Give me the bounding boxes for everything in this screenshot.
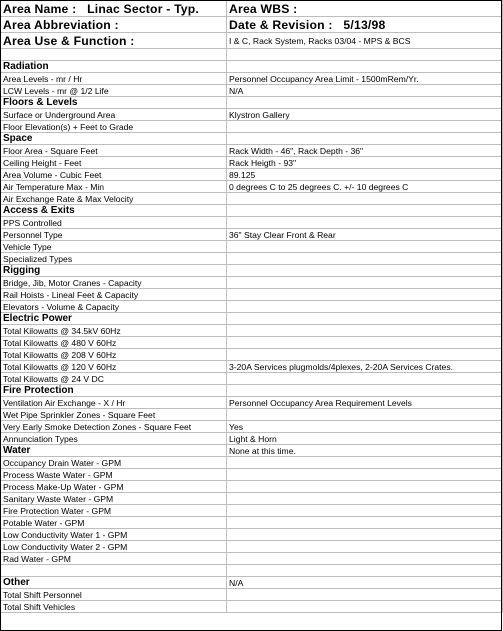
field-row	[1, 457, 503, 469]
field-row	[1, 493, 503, 505]
section-value: None at this time.	[227, 445, 503, 457]
field-row	[1, 73, 503, 85]
section-row	[1, 445, 503, 457]
use-function-value: I & C, Rack System, Racks 03/04 - MPS & BCS	[229, 35, 411, 46]
field-row	[1, 397, 503, 409]
field-label: Air Exchange Rate & Max Velocity	[1, 193, 227, 205]
blank-row	[1, 565, 503, 577]
field-row	[1, 349, 503, 361]
section-row	[1, 61, 503, 73]
field-value: Klystron Gallery	[227, 109, 503, 121]
field-label: Occupancy Drain Water - GPM	[1, 457, 227, 469]
field-value	[227, 193, 503, 205]
field-value: Yes	[227, 421, 503, 433]
field-value	[227, 301, 503, 313]
field-label: Air Temperature Max - Min	[1, 181, 227, 193]
field-label: Specialized Types	[1, 253, 227, 265]
section-heading: Electric Power	[1, 313, 227, 325]
field-value	[227, 457, 503, 469]
field-label: Process Waste Water - GPM	[1, 469, 227, 481]
section-heading: Water	[1, 445, 227, 457]
field-label: LCW Levels - mr @ 1/2 Life	[1, 85, 227, 97]
field-value: Personnel Occupancy Area Limit - 1500mRem/Yr.	[227, 73, 503, 85]
section-heading: Space	[1, 133, 227, 145]
field-row	[1, 433, 503, 445]
field-value: Personnel Occupancy Area Requirement Levels	[227, 397, 503, 409]
field-row	[1, 505, 503, 517]
field-value	[227, 601, 503, 613]
section-row	[1, 133, 503, 145]
section-heading: Rigging	[1, 265, 227, 277]
field-value	[227, 241, 503, 253]
date-value: 5/13/98	[343, 17, 386, 32]
field-label: Floor Elevation(s) + Feet to Grade	[1, 121, 227, 133]
field-label: Area Volume - Cubic Feet	[1, 169, 227, 181]
field-row	[1, 157, 503, 169]
field-row	[1, 325, 503, 337]
field-row	[1, 337, 503, 349]
field-row	[1, 553, 503, 565]
area-wbs-cell	[227, 1, 503, 17]
field-label: Low Conductivity Water 1 - GPM	[1, 529, 227, 541]
date-revision-cell	[227, 17, 503, 33]
section-heading: Fire Protection	[1, 385, 227, 397]
field-label: PPS Controlled	[1, 217, 227, 229]
field-value	[227, 553, 503, 565]
field-label: Annunciation Types	[1, 433, 227, 445]
field-label: Bridge, Jib, Motor Cranes - Capacity	[1, 277, 227, 289]
field-value	[227, 529, 503, 541]
field-row	[1, 289, 503, 301]
field-label: Total Kilowatts @ 34.5kV 60Hz	[1, 325, 227, 337]
area-abbreviation-cell	[1, 17, 227, 33]
field-label: Ventilation Air Exchange - X / Hr	[1, 397, 227, 409]
field-row	[1, 301, 503, 313]
field-value	[227, 541, 503, 553]
field-label: Total Kilowatts @ 480 V 60Hz	[1, 337, 227, 349]
field-label: Ceiling Height - Feet	[1, 157, 227, 169]
field-value: Light & Horn	[227, 433, 503, 445]
field-value	[227, 517, 503, 529]
blank-row	[1, 49, 503, 61]
field-label: Elevators - Volume & Capacity	[1, 301, 227, 313]
field-value	[227, 505, 503, 517]
field-value	[227, 277, 503, 289]
field-label: Total Shift Personnel	[1, 589, 227, 601]
field-row	[1, 109, 503, 121]
field-row	[1, 517, 503, 529]
field-value	[227, 337, 503, 349]
field-value	[227, 469, 503, 481]
field-row	[1, 529, 503, 541]
section-heading: Other	[1, 577, 227, 589]
field-label: Fire Protection Water - GPM	[1, 505, 227, 517]
field-value: 0 degrees C to 25 degrees C. +/- 10 degrees C	[227, 181, 503, 193]
field-value: 89.125	[227, 169, 503, 181]
field-row	[1, 229, 503, 241]
field-value	[227, 409, 503, 421]
field-value	[227, 253, 503, 265]
field-value: Rack Heigth - 93"	[227, 157, 503, 169]
field-label: Total Shift Vehicles	[1, 601, 227, 613]
field-label: Area Levels - mr / Hr	[1, 73, 227, 85]
area-abbreviation-label: Area Abbreviation :	[3, 17, 119, 32]
section-row	[1, 577, 503, 589]
section-heading: Access & Exits	[1, 205, 227, 217]
area-wbs-label: Area WBS :	[229, 1, 298, 16]
section-row	[1, 205, 503, 217]
field-value	[227, 481, 503, 493]
field-value: N/A	[227, 85, 503, 97]
field-label: Total Kilowatts @ 120 V 60Hz	[1, 361, 227, 373]
field-label: Surface or Underground Area	[1, 109, 227, 121]
section-value	[227, 313, 503, 325]
field-label: Rad Water - GPM	[1, 553, 227, 565]
field-row	[1, 601, 503, 613]
field-value: Rack Width - 46", Rack Depth - 36"	[227, 145, 503, 157]
field-label: Sanitary Waste Water - GPM	[1, 493, 227, 505]
area-name-cell	[1, 1, 227, 17]
field-label: Wet Pipe Sprinkler Zones - Square Feet	[1, 409, 227, 421]
area-table-body	[1, 1, 503, 613]
date-revision-label: Date & Revision :	[229, 17, 333, 32]
field-row	[1, 373, 503, 385]
section-value	[227, 385, 503, 397]
area-name-label: Area Name :	[3, 1, 77, 16]
field-row	[1, 169, 503, 181]
field-label: Rail Hoists - Lineal Feet & Capacity	[1, 289, 227, 301]
field-row	[1, 241, 503, 253]
field-label	[1, 49, 227, 61]
section-row	[1, 265, 503, 277]
field-label: Personnel Type	[1, 229, 227, 241]
field-value	[227, 349, 503, 361]
header-row-abbreviation	[1, 17, 503, 33]
field-row	[1, 421, 503, 433]
header-row-use-function	[1, 33, 503, 49]
field-value	[227, 49, 503, 61]
field-value	[227, 565, 503, 577]
field-label: Floor Area - Square Feet	[1, 145, 227, 157]
use-function-value-cell	[227, 33, 503, 49]
field-row	[1, 469, 503, 481]
section-row	[1, 385, 503, 397]
field-value: 36" Stay Clear Front & Rear	[227, 229, 503, 241]
section-value	[227, 265, 503, 277]
field-value	[227, 373, 503, 385]
use-function-label-cell	[1, 33, 227, 49]
field-row	[1, 589, 503, 601]
section-value	[227, 205, 503, 217]
field-value: 3-20A Services plugmolds/4plexes, 2-20A Services Crates.	[227, 361, 503, 373]
field-row	[1, 193, 503, 205]
field-value	[227, 289, 503, 301]
field-label	[1, 565, 227, 577]
use-function-label: Area Use & Function :	[3, 33, 135, 48]
field-value	[227, 121, 503, 133]
section-value	[227, 133, 503, 145]
section-row	[1, 313, 503, 325]
field-row	[1, 181, 503, 193]
field-label: Vehicle Type	[1, 241, 227, 253]
area-name-value: Linac Sector - Typ.	[87, 1, 200, 16]
field-row	[1, 361, 503, 373]
field-label: Potable Water - GPM	[1, 517, 227, 529]
field-row	[1, 121, 503, 133]
section-row	[1, 97, 503, 109]
section-value	[227, 61, 503, 73]
field-label: Low Conductivity Water 2 - GPM	[1, 541, 227, 553]
field-row	[1, 409, 503, 421]
field-value	[227, 493, 503, 505]
field-label: Process Make-Up Water - GPM	[1, 481, 227, 493]
field-row	[1, 541, 503, 553]
field-label: Total Kilowatts @ 24 V DC	[1, 373, 227, 385]
field-row	[1, 217, 503, 229]
field-value	[227, 325, 503, 337]
section-value	[227, 97, 503, 109]
field-row	[1, 277, 503, 289]
section-heading: Floors & Levels	[1, 97, 227, 109]
field-row	[1, 481, 503, 493]
field-value	[227, 217, 503, 229]
field-label: Total Kilowatts @ 208 V 60Hz	[1, 349, 227, 361]
field-row	[1, 85, 503, 97]
section-heading: Radiation	[1, 61, 227, 73]
field-label: Very Early Smoke Detection Zones - Square Feet	[1, 421, 227, 433]
field-value	[227, 589, 503, 601]
section-value: N/A	[227, 577, 503, 589]
header-row-area-name	[1, 1, 503, 17]
field-row	[1, 253, 503, 265]
field-row	[1, 145, 503, 157]
